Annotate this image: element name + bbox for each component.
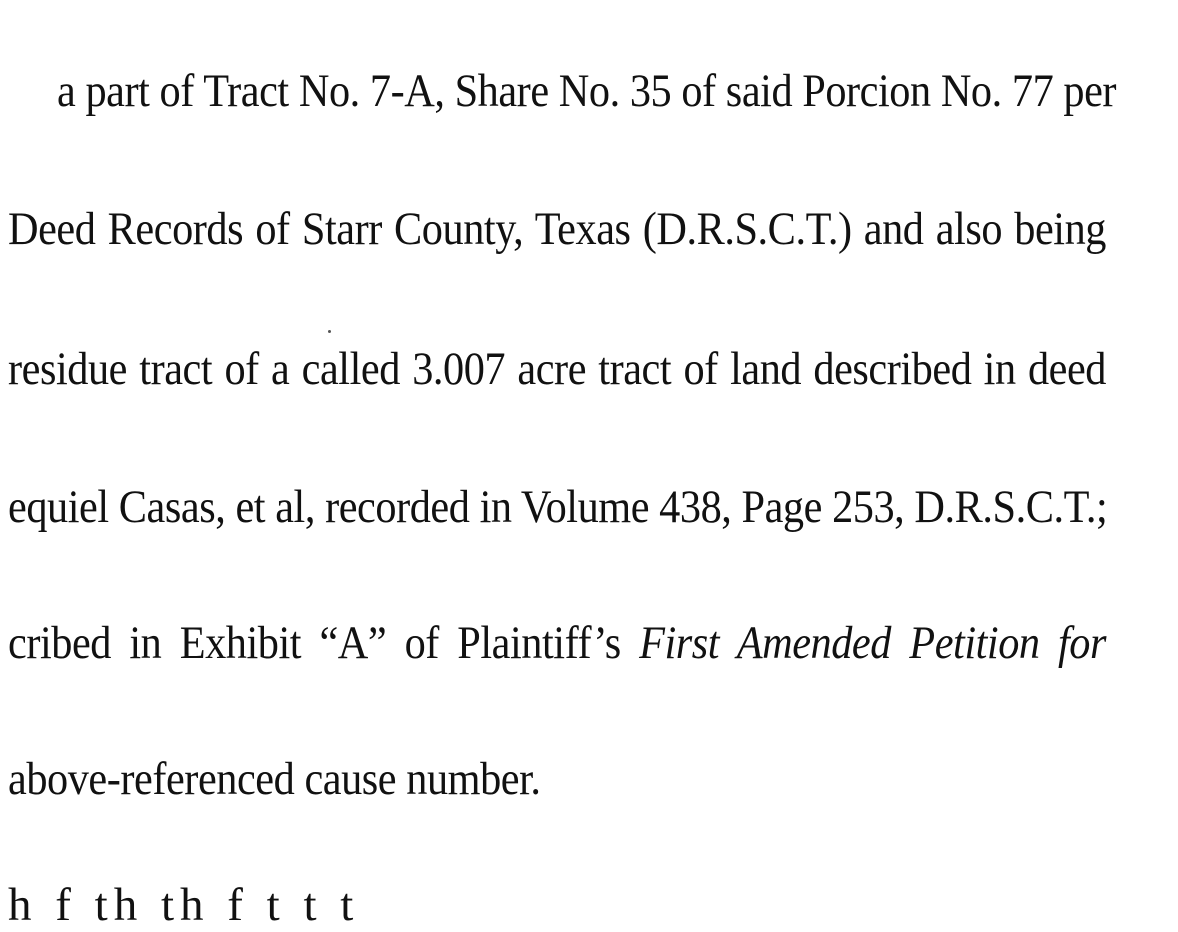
petition-title-italic: First Amended Petition for xyxy=(639,617,1106,669)
text-line-6: above-referenced cause number. xyxy=(8,753,541,805)
text-line-1: a part of Tract No. 7-A, Share No. 35 of said Porcion No. 77 per xyxy=(57,65,1117,117)
text-line-5-regular: cribed in Exhibit “A” of Plaintiff’s xyxy=(8,617,621,669)
text-line-4: equiel Casas, et al, recorded in Volume 438, Page 253, D.R.S.C.T.; xyxy=(8,481,1108,533)
cut-off-line xyxy=(0,872,1178,931)
text-line-2: Deed Records of Starr County, Texas (D.R.S.C.T.) and also being xyxy=(8,203,1106,255)
cut-off-text: h f th th f t t t xyxy=(8,879,360,931)
text-line-5 xyxy=(8,617,1106,669)
scan-speck xyxy=(328,330,331,333)
text-line-3: residue tract of a called 3.007 acre tract of land described in deed xyxy=(8,343,1106,395)
